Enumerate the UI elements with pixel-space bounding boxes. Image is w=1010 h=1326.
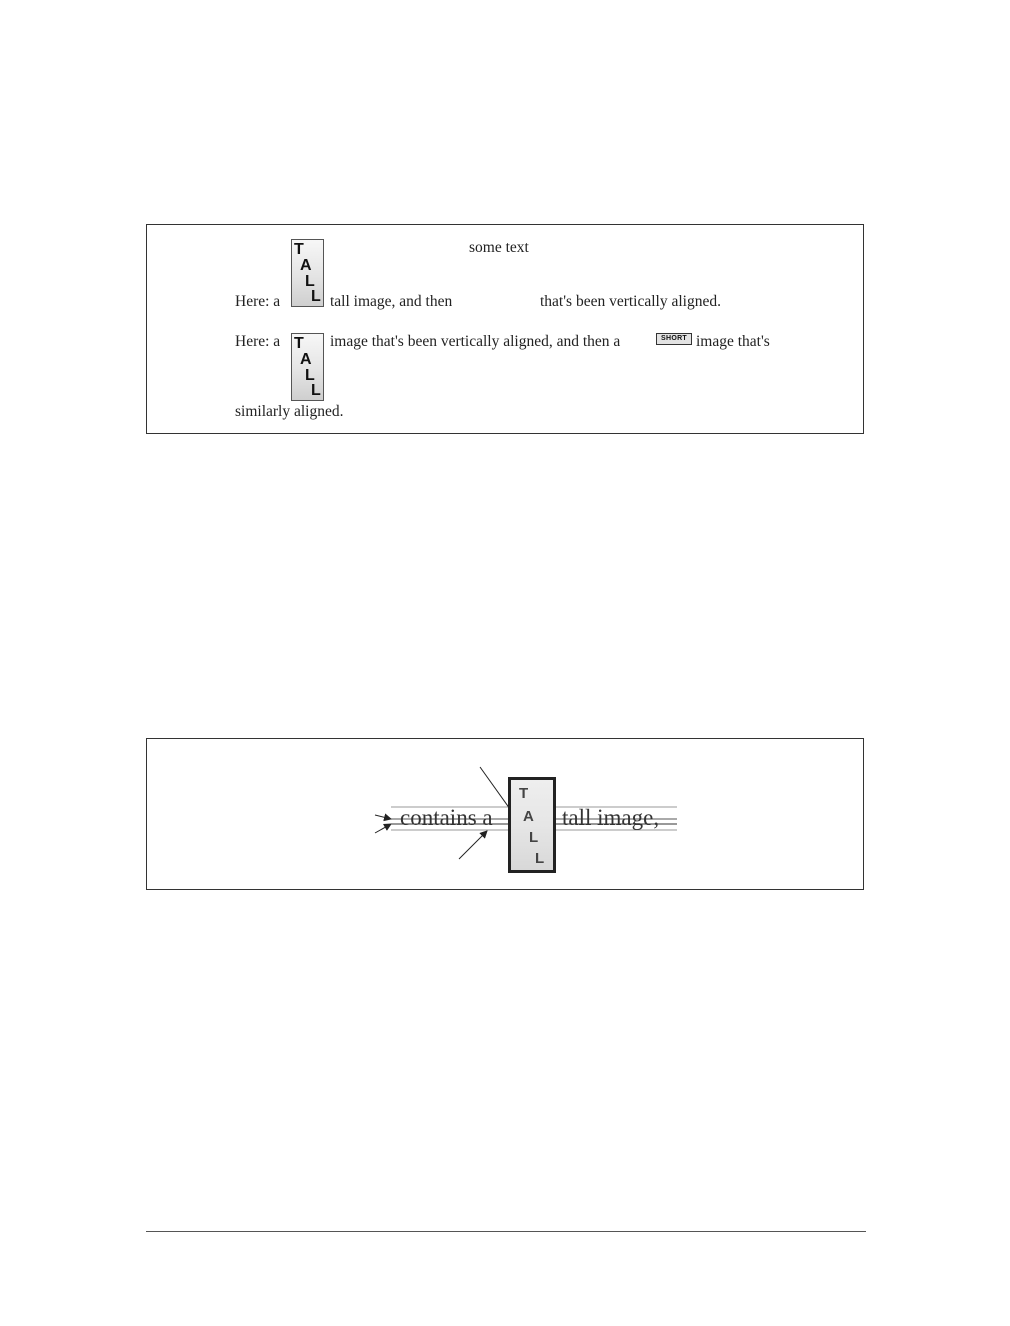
line1-prefix: Here: a (235, 293, 281, 310)
tall-image-large: T A L L (508, 777, 556, 873)
footer-rule (146, 1231, 866, 1232)
line2-prefix: Here: a (235, 333, 281, 350)
short-image: SHORT (656, 333, 692, 345)
figure-vertical-align-example (146, 224, 864, 434)
line2-suffix: image that's (696, 333, 770, 350)
tall-image: T A L L (291, 239, 324, 307)
line2-continuation: similarly aligned. (235, 403, 344, 420)
figure-baseline-diagram (146, 738, 864, 890)
caption-text-before: contains a (400, 805, 493, 830)
arrow-left-upper (375, 815, 391, 819)
line2-middle: image that's been vertically aligned, and then a (330, 333, 621, 350)
baseline-guides (147, 739, 863, 889)
raised-text: some text (469, 239, 529, 256)
tall-image: T A L L (291, 333, 324, 401)
caption-text-after: tall image, (562, 805, 660, 830)
arrow-left-lower (375, 824, 391, 833)
line1-suffix: that's been vertically aligned. (540, 293, 721, 310)
arrow-bottom (459, 831, 487, 859)
line1-middle: tall image, and then (330, 293, 453, 310)
